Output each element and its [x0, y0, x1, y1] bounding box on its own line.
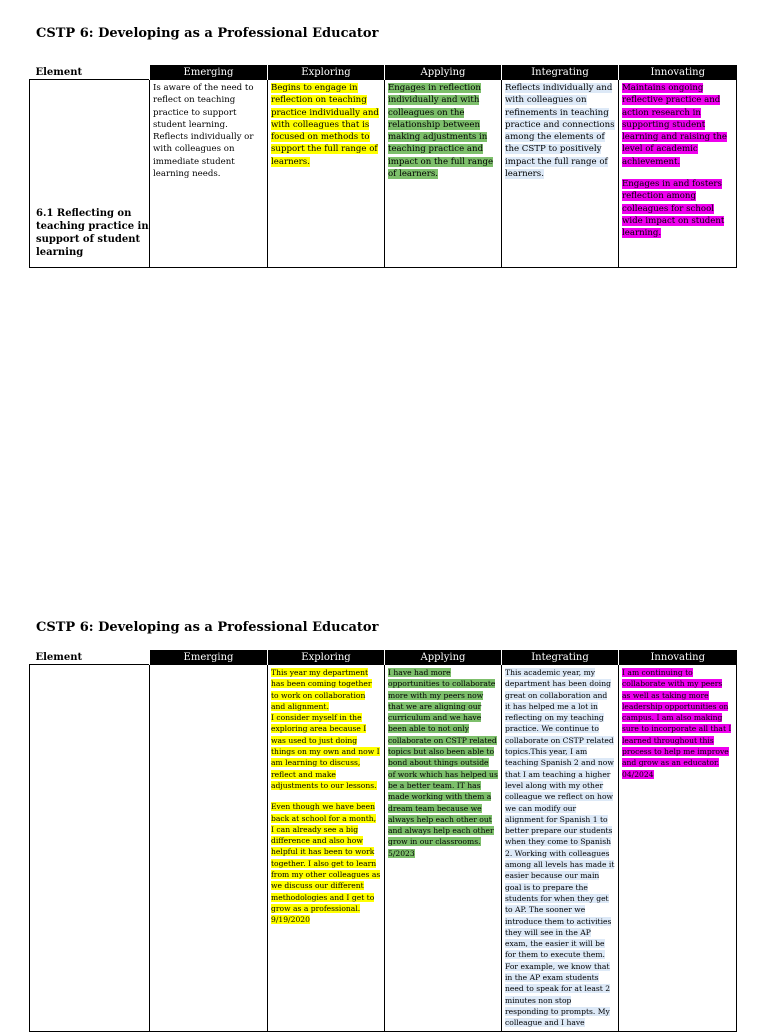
page-title-2: CSTP 6: Developing as a Professional Educator	[36, 620, 379, 635]
emerging-header: Emerging	[150, 65, 268, 80]
element-cell	[30, 665, 150, 1032]
page-title: CSTP 6: Developing as a Professional Educator	[36, 26, 379, 41]
applying-header: Applying	[385, 650, 502, 665]
applying-cell	[385, 665, 502, 1032]
emerging-cell	[150, 665, 268, 1032]
applying-header: Applying	[385, 65, 502, 80]
exploring-text-1: This year my department has been coming together to work on collaboration and alignment.	[271, 668, 372, 711]
rubric-table	[29, 65, 737, 268]
exploring-cell	[268, 665, 385, 1032]
exploring-header: Exploring	[268, 650, 385, 665]
exploring-header: Exploring	[268, 65, 385, 80]
innovating-text-1: Maintains ongoing reflective practice and action research in supporting student learning and raising the level of academic achievement.	[622, 83, 727, 167]
table-row	[30, 665, 737, 1032]
emerging-header: Emerging	[150, 650, 268, 665]
innovating-cell	[619, 665, 737, 1032]
integrating-text: Reflects individually and with colleagues on refinements in teaching practice and connections among the elements of the CSTP to positively impact the full range of learners.	[505, 83, 615, 180]
integrating-cell	[502, 80, 619, 268]
exploring-text-2: I consider myself in the exploring area because I was used to just doing things on my own and now I am learning to discuss, reflect and make adjustments to our lessons.	[271, 713, 380, 790]
table-row	[30, 80, 737, 268]
innovating-text-2: Engages in and fosters reflection among colleagues for school wide impact on student learning.	[622, 179, 725, 239]
element-header: Element	[30, 650, 150, 665]
applying-cell	[385, 80, 502, 268]
innovating-header: Innovating	[619, 650, 737, 665]
emerging-text: Is aware of the need to reflect on teaching practice to support student learning. Reflects individually or with colleagues on immediate student learning needs.	[153, 83, 254, 180]
exploring-text-3: Even though we have been back at school for a month, I can already see a big difference and also how helpful it has been to work together. I also get to learn from my other colleagues as we discuss our different methodologies and I get to grow as a professional. 9/19/2020	[271, 802, 381, 925]
element-label: 6.1 Reflecting on teaching practice in support of student learning	[36, 208, 149, 258]
integrating-cell	[502, 665, 619, 1032]
integrating-header: Integrating	[502, 650, 619, 665]
integrating-header: Integrating	[502, 65, 619, 80]
applying-text: I have had more opportunities to collaborate more with my peers now that we are aligning our curriculum and we have been able to not only collaborate on CSTP related topics but also been able to bond about things outside of work which has helped us be a better team. IT has made working with them a dream team because we always help each other out and always help each other grow in our classrooms. 5/2023	[388, 668, 498, 858]
applying-text: Engages in reflection individually and with colleagues on the relationship between making adjustments in teaching practice and impact on the full range of learners.	[388, 83, 494, 180]
header-row	[30, 650, 737, 665]
emerging-cell	[150, 80, 268, 268]
innovating-cell	[619, 80, 737, 268]
element-cell	[30, 80, 150, 268]
exploring-cell	[268, 80, 385, 268]
exploring-text: Begins to engage in reflection on teaching practice individually and with colleagues that is focused on methods to support the full range of learners.	[271, 83, 379, 167]
integrating-text: This academic year, my department has been doing great on collaboration and it has helped me a lot in reflecting on my teaching practice. We continue to collaborate on CSTP related topics.This year, I am teaching Spanish 2 and now that I am teaching a higher level along with my other colleague we reflect on how we can modify our alignment for Spanish 1 to better prepare our students when they come to Spanish 2. Working with colleagues among all levels has made it easier because our main goal is to prepare the students for when they get to AP. The sooner we introduce them to activities they will see in the AP exam, the easier it will be for them to execute them. For example, we know that in the AP exam students need to speak for at least 2 minutes non stop responding to prompts. My colleague and I have	[505, 668, 615, 1028]
innovating-header: Innovating	[619, 65, 737, 80]
innovating-text: I am continuing to collaborate with my peers as well as taking more leadership opportunities on campus. I am also making sure to incorporate all that I learned throughout this process to help me improve and grow as an educator. 04/2024	[622, 668, 732, 779]
element-header: Element	[30, 65, 150, 80]
header-row	[30, 65, 737, 80]
reflection-table	[29, 650, 737, 1032]
